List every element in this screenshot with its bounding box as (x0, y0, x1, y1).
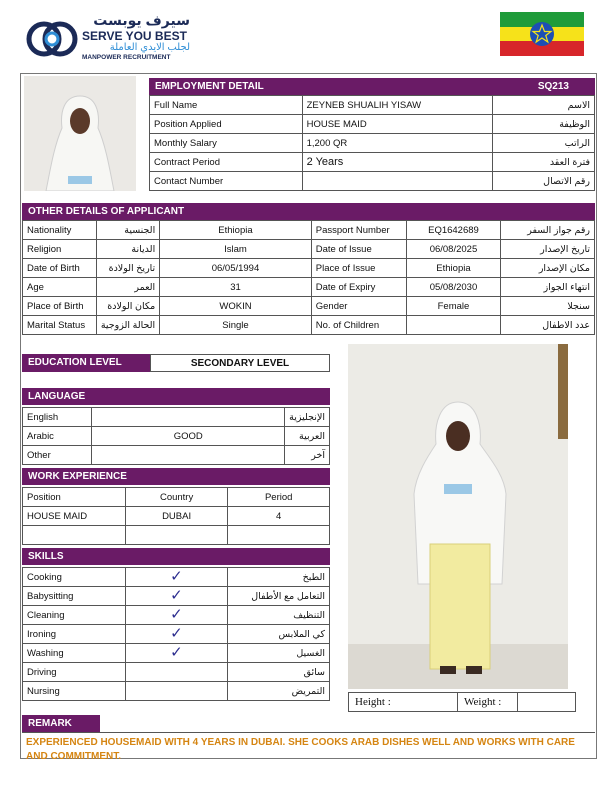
logo-tagline: MANPOWER RECRUITMENT (82, 54, 171, 61)
field-label: Contract Period (150, 153, 303, 172)
column-header: Position (23, 488, 126, 507)
weight-label: Weight : (464, 696, 502, 708)
language-name: Other (23, 446, 92, 465)
skill-name: Washing (23, 644, 126, 663)
table-row (150, 134, 595, 153)
field-label: No. of Children (311, 316, 407, 335)
field-label-arabic: الحالة الزوجية (96, 316, 159, 335)
field-label-arabic: الوظيفة (493, 115, 595, 134)
skill-check-icon: ✓ (125, 644, 227, 663)
field-label-arabic: العمر (96, 278, 159, 297)
remark-title: REMARK (28, 718, 72, 729)
measurements-bar (348, 692, 576, 712)
skill-name: Cooking (23, 568, 126, 587)
skill-name-arabic: سائق (228, 663, 330, 682)
other-details-table (22, 220, 595, 335)
field-label: Position Applied (150, 115, 303, 134)
measure-divider (517, 693, 518, 711)
language-name-arabic: الإنجليزية (285, 408, 330, 427)
table-row (150, 96, 595, 115)
field-label: Religion (23, 240, 97, 259)
table-row (150, 172, 595, 191)
table-row (23, 587, 330, 606)
field-value: 06/05/1994 (160, 259, 312, 278)
language-header (22, 388, 330, 405)
field-label-arabic: الديانة (96, 240, 159, 259)
field-label: Contact Number (150, 172, 303, 191)
work-experience-header (22, 468, 330, 485)
skill-name: Nursing (23, 682, 126, 701)
skill-check-icon: ✓ (125, 625, 227, 644)
employment-detail-title: EMPLOYMENT DETAIL (155, 81, 264, 92)
field-label-arabic: رقم الاتصال (493, 172, 595, 191)
field-value: 1,200 QR (302, 134, 493, 153)
table-row (23, 408, 330, 427)
field-label-arabic: تاريخ الإصدار (500, 240, 594, 259)
skill-name-arabic: التنظيف (228, 606, 330, 625)
skill-name-arabic: الطبخ (228, 568, 330, 587)
table-row (150, 115, 595, 134)
field-label-arabic: رقم جواز السفر (500, 221, 594, 240)
skill-name: Babysitting (23, 587, 126, 606)
table-row (23, 644, 330, 663)
work-experience-table (22, 487, 330, 545)
field-label-arabic: مكان الإصدار (500, 259, 594, 278)
field-label-arabic: الجنسية (96, 221, 159, 240)
work-position (23, 526, 126, 545)
table-row (23, 259, 595, 278)
field-label: Age (23, 278, 97, 297)
skill-name-arabic: كي الملابس (228, 625, 330, 644)
table-row (23, 427, 330, 446)
language-level (92, 408, 285, 427)
field-label: Date of Birth (23, 259, 97, 278)
education-level-value: SECONDARY LEVEL (150, 354, 330, 372)
skill-check-icon (125, 682, 227, 701)
field-value: EQ1642689 (407, 221, 500, 240)
table-row (23, 446, 330, 465)
work-country (125, 526, 228, 545)
language-level: GOOD (92, 427, 285, 446)
field-label-arabic: فترة العقد (493, 153, 595, 172)
table-row (23, 625, 330, 644)
skill-name: Cleaning (23, 606, 126, 625)
table-row (23, 316, 595, 335)
table-row (23, 568, 330, 587)
skill-name-arabic: التعامل مع الأطفال (228, 587, 330, 606)
table-row (150, 153, 595, 172)
measure-divider (457, 693, 458, 711)
table-row (23, 526, 330, 545)
column-header: Country (125, 488, 228, 507)
work-period (228, 526, 330, 545)
field-value: 05/08/2030 (407, 278, 500, 297)
field-value: ZEYNEB SHUALIH YISAW (302, 96, 493, 115)
skills-title: SKILLS (28, 551, 64, 562)
field-label: Date of Expiry (311, 278, 407, 297)
field-value (302, 172, 493, 191)
skills-header (22, 548, 330, 565)
table-row (23, 663, 330, 682)
field-label: Place of Birth (23, 297, 97, 316)
education-level-label: EDUCATION LEVEL (22, 354, 150, 372)
logo-arabic-tagline: لجلب الايدي العاملة (109, 42, 190, 53)
field-value: Female (407, 297, 500, 316)
field-label-arabic: انتهاء الجواز (500, 278, 594, 297)
remark-header (22, 715, 100, 732)
remark-line (22, 732, 595, 733)
field-value: WOKIN (160, 297, 312, 316)
table-row (23, 278, 595, 297)
table-row (23, 221, 595, 240)
remark-text: EXPERIENCED HOUSEMAID WITH 4 YEARS IN DUBAI. SHE COOKS ARAB DISHES WELL AND WORKS WITH CARE AND COMMITMENT. (26, 737, 575, 762)
applicant-photo-small (24, 76, 136, 191)
logo-arabic-name: سيرف يوبست (93, 12, 190, 28)
table-row (23, 507, 330, 526)
height-label: Height : (355, 696, 391, 708)
field-label: Passport Number (311, 221, 407, 240)
field-value: Islam (160, 240, 312, 259)
field-label-arabic: سنجلا (500, 297, 594, 316)
work-position: HOUSE MAID (23, 507, 126, 526)
field-value: HOUSE MAID (302, 115, 493, 134)
field-label: Full Name (150, 96, 303, 115)
field-value: Ethiopia (407, 259, 500, 278)
field-label-arabic: الاسم (493, 96, 595, 115)
work-experience-title: WORK EXPERIENCE (28, 471, 127, 482)
language-name-arabic: العربية (285, 427, 330, 446)
applicant-photo-full (348, 344, 568, 689)
language-name-arabic: آخر (285, 446, 330, 465)
field-label: Monthly Salary (150, 134, 303, 153)
skill-name-arabic: التمريض (228, 682, 330, 701)
logo-english-name: SERVE YOU BEST (82, 29, 187, 43)
field-value: Ethiopia (160, 221, 312, 240)
field-value: 31 (160, 278, 312, 297)
field-label: Gender (311, 297, 407, 316)
skill-check-icon (125, 663, 227, 682)
other-details-title: OTHER DETAILS OF APPLICANT (28, 206, 185, 217)
field-value: 06/08/2025 (407, 240, 500, 259)
language-name: Arabic (23, 427, 92, 446)
skill-check-icon: ✓ (125, 587, 227, 606)
field-label: Marital Status (23, 316, 97, 335)
table-header-row (23, 488, 330, 507)
company-logo (26, 14, 191, 64)
skill-name-arabic: الغسيل (228, 644, 330, 663)
language-title: LANGUAGE (28, 391, 86, 402)
employment-detail-table (149, 95, 595, 191)
field-value: Single (160, 316, 312, 335)
column-header: Period (228, 488, 330, 507)
skill-check-icon: ✓ (125, 606, 227, 625)
field-label-arabic: تاريخ الولادة (96, 259, 159, 278)
table-row (23, 606, 330, 625)
work-period: 4 (228, 507, 330, 526)
field-label: Nationality (23, 221, 97, 240)
ethiopia-flag-icon (500, 12, 584, 56)
logo-mark-icon (26, 14, 78, 64)
skill-name: Driving (23, 663, 126, 682)
field-label-arabic: الراتب (493, 134, 595, 153)
language-table (22, 407, 330, 465)
table-row (23, 240, 595, 259)
field-label: Place of Issue (311, 259, 407, 278)
field-label-arabic: عدد الاطفال (500, 316, 594, 335)
skills-table (22, 567, 330, 701)
table-row (23, 682, 330, 701)
field-value (407, 316, 500, 335)
field-label: Date of Issue (311, 240, 407, 259)
field-label-arabic: مكان الولادة (96, 297, 159, 316)
employment-detail-header (149, 78, 595, 95)
table-row (23, 297, 595, 316)
skill-check-icon: ✓ (125, 568, 227, 587)
other-details-header (22, 203, 595, 220)
skill-name: Ironing (23, 625, 126, 644)
reference-code: SQ213 (537, 81, 569, 92)
field-value: 2 Years (302, 153, 493, 172)
language-name: English (23, 408, 92, 427)
language-level (92, 446, 285, 465)
work-country: DUBAI (125, 507, 228, 526)
